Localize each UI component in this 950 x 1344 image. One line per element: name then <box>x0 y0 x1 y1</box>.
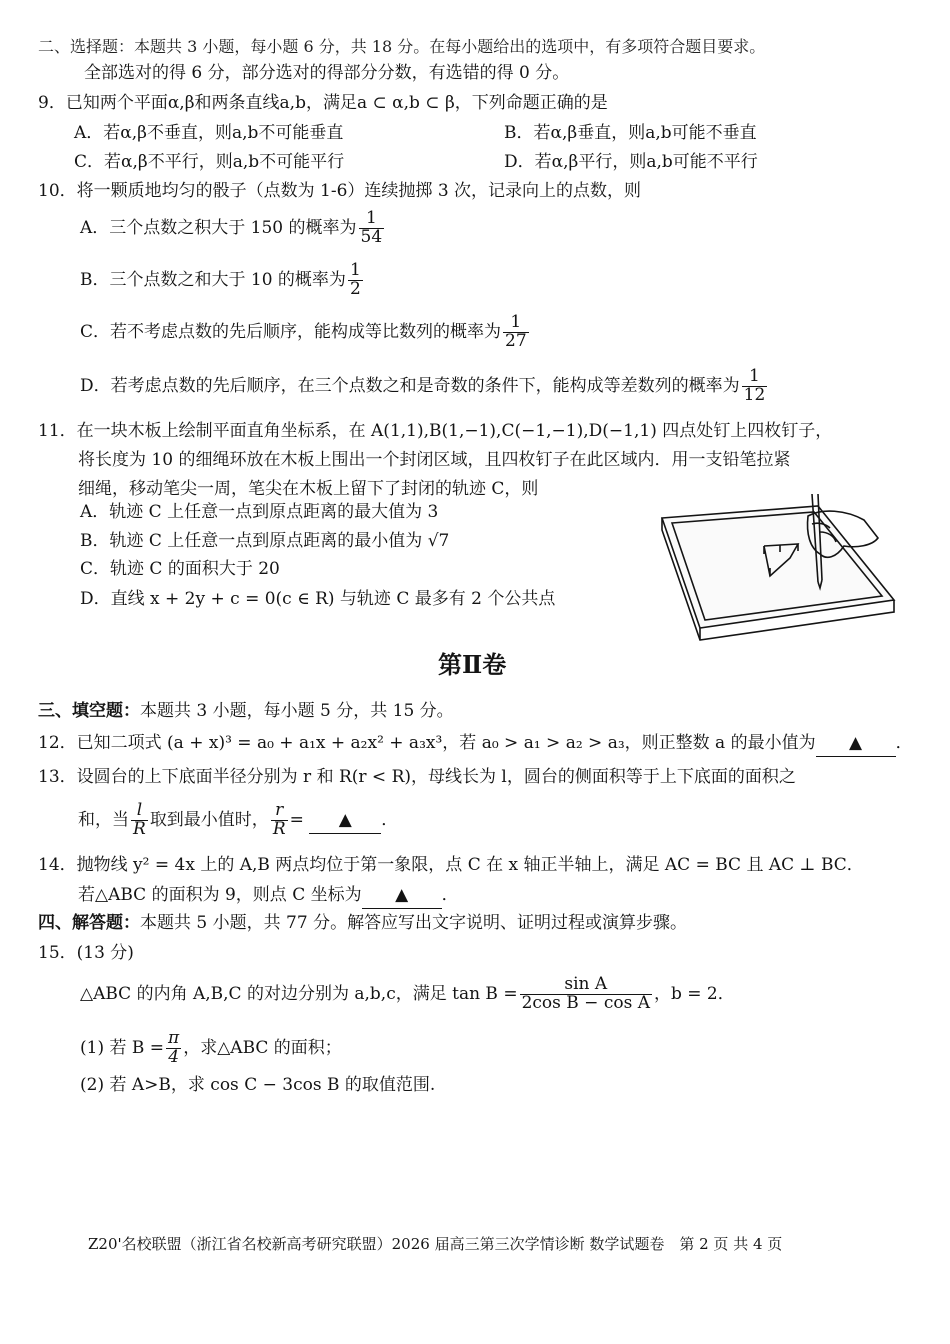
q9-option-d: D．若α,β平行，则a,b可能不平行 <box>504 152 758 172</box>
q10-option-d-text: D．若考虑点数的先后顺序，在三个点数之和是奇数的条件下，能构成等差数列的概率为 <box>80 375 740 396</box>
q10-option-d-fraction <box>742 368 768 405</box>
part-2-title: 第Ⅱ卷 <box>438 650 507 679</box>
q9-option-b: B．若α,β垂直，则a,b可能不垂直 <box>504 123 757 143</box>
q9-stem: 9．已知两个平面α,β和两条直线a,b，满足a ⊂ α,b ⊂ β，下列命题正确的是 <box>38 93 608 113</box>
q11-option-d: D．直线 x + 2y + c = 0(c ∈ R) 与轨迹 C 最多有 2 个公共点 <box>80 589 556 609</box>
q11-line-1: 11．在一块木板上绘制平面直角坐标系，在 A(1,1),B(1,−1),C(−1,−1),D(−1,1) 四点处钉上四枚钉子， <box>38 421 833 441</box>
q10-option-d <box>80 368 769 405</box>
q13-answer-blank[interactable]: ▲ <box>309 809 381 834</box>
section-4-heading <box>38 912 687 936</box>
q14-line-2: 若△ABC 的面积为 9，则点 C 坐标为 ▲ ． <box>78 884 459 909</box>
q13-fraction-l-over-R <box>131 802 148 839</box>
q15-stem-post: ，b = 2． <box>653 983 735 1004</box>
frac-denominator: 2 <box>349 278 361 299</box>
q15-part-1-pre: (1) 若 B = <box>80 1037 165 1058</box>
q13-line-2: 和，当 $\frac{l}{R}$ 取到最小值时， $\frac{r}{R}$ = ▲ ． <box>78 800 399 839</box>
q12-text: 12．已知二项式 (a + x)³ = a₀ + a₁x + a₂x² + a₃x³，若 a₀ > a₁ > a₂ > a₃，则正整数 a 的最小值为 <box>38 733 816 753</box>
frac-denominator: 54 <box>360 226 383 247</box>
section-4-label: 四、解答题： <box>38 913 140 933</box>
q10-option-b-fraction <box>348 262 363 299</box>
q10-stem: 10．将一颗质地均匀的骰子（点数为 1-6）连续抛掷 3 次，记录向上的点数，则 <box>38 181 642 201</box>
frac-numerator: 1 <box>359 210 385 229</box>
q14-answer-blank[interactable]: ▲ <box>362 884 442 909</box>
section-3-text: 本题共 3 小题，每小题 5 分，共 15 分。 <box>140 701 454 721</box>
q13-mid: 取到最小值时， <box>149 809 269 830</box>
frac-numerator: sin A <box>520 976 652 995</box>
frac-numerator: r <box>271 802 288 821</box>
q10-option-a-fraction <box>359 210 385 247</box>
q10-option-a <box>80 210 386 247</box>
q13-equals: = <box>289 809 304 830</box>
q15-stem-pre: △ABC 的内角 A,B,C 的对边分别为 a,b,c，满足 tan B = <box>80 983 518 1004</box>
q11-line-2: 将长度为 10 的细绳环放在木板上围出一个封闭区域，且四枚钉子在此区域内．用一支铅笔拉紧 <box>78 450 791 470</box>
frac-denominator: 12 <box>743 384 766 405</box>
frac-denominator: 27 <box>505 330 527 351</box>
q15-part-1-fraction <box>166 1030 181 1067</box>
section-3-heading <box>38 700 454 724</box>
page-footer: Z20'名校联盟（浙江省名校新高考研究联盟）2026 届高三第三次学情诊断 数学试题卷 第 2 页 共 4 页 <box>88 1235 783 1253</box>
q10-option-c-fraction <box>503 314 529 351</box>
q10-option-c-text: C．若不考虑点数的先后顺序，能构成等比数列的概率为 <box>80 321 502 342</box>
frac-denominator: R <box>133 818 146 839</box>
q11-option-a: A．轨迹 C 上任意一点到原点距离的最大值为 3 <box>80 502 439 522</box>
frac-numerator: 1 <box>742 368 768 387</box>
q14-line-2-text: 若△ABC 的面积为 9，则点 C 坐标为 <box>78 885 362 905</box>
q12: 12．已知二项式 (a + x)³ = a₀ + a₁x + a₂x² + a₃x³，若 a₀ > a₁ > a₂ > a₃，则正整数 a 的最小值为 ▲ ． <box>38 732 913 757</box>
frac-denominator: 4 <box>168 1046 180 1067</box>
frac-numerator: π <box>168 1028 180 1048</box>
q13-pre: 和，当 <box>78 809 129 830</box>
q11-option-c: C．轨迹 C 的面积大于 20 <box>80 559 280 579</box>
q11-line-3: 细绳，移动笔尖一周，笔尖在木板上留下了封闭的轨迹 C，则 <box>78 479 539 499</box>
q11-option-b: B．轨迹 C 上任意一点到原点距离的最小值为 √7 <box>80 531 450 551</box>
q9-option-c: C．若α,β不平行，则a,b不可能平行 <box>74 152 345 172</box>
q10-option-b-text: B．三个点数之和大于 10 的概率为 <box>80 269 346 290</box>
q13-fraction-r-over-R <box>271 802 288 839</box>
q9-option-a: A．若α,β不垂直，则a,b不可能垂直 <box>74 123 344 143</box>
section-2-scoring-rule: 全部选对的得 6 分，部分选对的得部分分数，有选错的得 0 分。 <box>84 63 570 83</box>
section-4-text: 本题共 5 小题，共 77 分。解答应写出文字说明、证明过程或演算步骤。 <box>140 913 688 933</box>
q15-part-1 <box>80 1030 342 1067</box>
q13-line-1: 13．设圆台的上下底面半径分别为 r 和 R(r < R)，母线长为 l，圆台的侧面积等于上下底面的面积之 <box>38 767 796 787</box>
frac-denominator: 2cos B − cos A <box>521 992 650 1013</box>
board-pencil-illustration <box>650 488 900 648</box>
section-3-label: 三、填空题： <box>38 701 140 721</box>
frac-numerator: 1 <box>349 260 361 280</box>
q10-option-b <box>80 262 365 299</box>
q15-stem <box>80 976 735 1013</box>
q15-part-1-post: ，求△ABC 的面积； <box>183 1037 342 1058</box>
frac-numerator: 1 <box>503 314 529 333</box>
q15-part-2: (2) 若 A>B，求 cos C − 3cos B 的取值范围. <box>80 1075 436 1095</box>
section-2-heading-cut: 二、选择题：本题共 3 小题，每小题 6 分，共 18 分。在每小题给出的选项中，有多项符合题目要求。 <box>38 37 766 56</box>
frac-denominator: R <box>272 818 286 839</box>
q15-fraction <box>520 976 652 1013</box>
q14-line-1: 14．抛物线 y² = 4x 上的 A,B 两点均位于第一象限，点 C 在 x 轴正半轴上，满足 AC = BC 且 AC ⊥ BC． <box>38 855 864 875</box>
q15-head: 15．(13 分) <box>38 943 134 963</box>
q12-answer-blank[interactable]: ▲ <box>816 732 896 757</box>
frac-numerator: l <box>131 802 148 821</box>
q10-option-c <box>80 314 531 351</box>
q10-option-a-text: A．三个点数之积大于 150 的概率为 <box>80 217 357 238</box>
